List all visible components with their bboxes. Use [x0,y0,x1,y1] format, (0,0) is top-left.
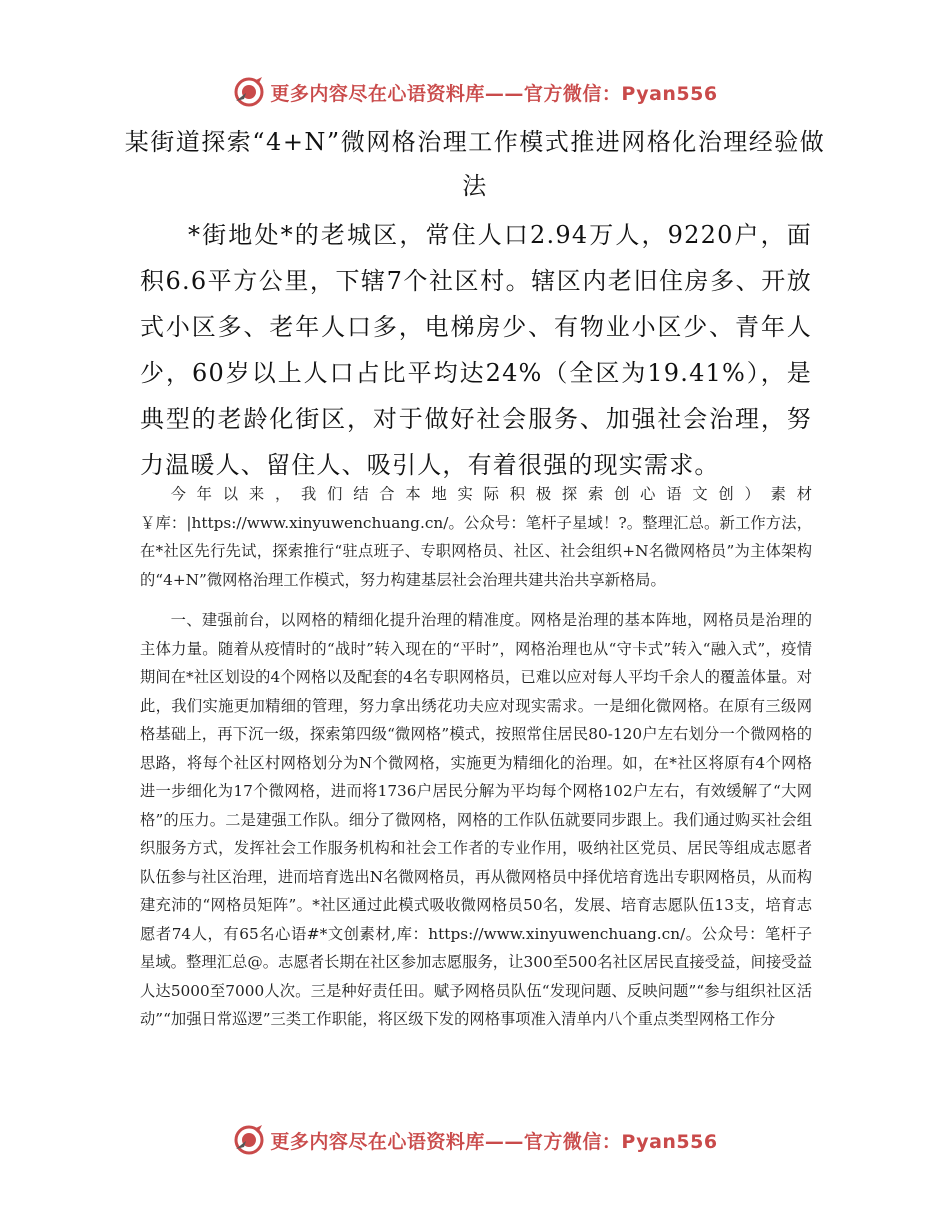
document-title: 某街道探索“4+N”微网格治理工作模式推进网格化治理经验做法 [124,128,826,200]
watermark-text: 更多内容尽在心语资料库——官方微信：Pyan556 [270,82,718,105]
header-watermark [0,72,950,112]
footer-watermark [0,1120,950,1160]
watermark-logo-icon [232,1123,266,1157]
watermark-text: 更多内容尽在心语资料库——官方微信：Pyan556 [270,1130,718,1153]
body-paragraph-2: 一、建强前台，以网格的精细化提升治理的精准度。网格是治理的基本阵地，网格员是治理的主体力量。随着从疫情时的“战时”转入现在的“平时”，网格治理也从“守卡式”转入“融入式”，疫情期间在*社区划设的4个网格以及配套的4名专职网格员，已难以应对每人平均千余人的覆盖体量。对此，我们实施更加精细的管理，努力拿出绣花功夫应对现实需求。一是细化微网格。在原有三级网格基础上，再下沉一级，探索第四级“微网格”模式，按照常住居民80-120户左右划分一个微网格的思路，将每个社区村网格划分为N个微网格，实施更为精细化的治理。如，在*社区将原有4个网格进一步细化为17个微网格，进而将1736户居民分解为平均每个网格102户左右，有效缓解了“大网格”的压力。二是建强工作队。细分了微网格，网格的工作队伍就要同步跟上。我们通过购买社会组织服务方式，发挥社会工作服务机构和社会工作者的专业作用，吸纳社区党员、居民等组成志愿者队伍参与社区治理，进而培育选出N名微网格员，再从微网格员中择优培育选出专职网格员，从而构建充沛的“网格员矩阵”。*社区通过此模式吸收微网格员50名，发展、培育志愿队伍13支，培育志愿者74人，有65名心语#*文创素材,库：https://www.xinyuwenchuang.cn/。公众号：笔杆子星域。整理汇总@。志愿者长期在社区参加志愿服务，让300至500名社区居民直接受益，间接受益人达5000至7000人次。三是种好责任田。赋予网格员队伍“发现问题、反映问题”“参与组织社区活动”“加强日常巡逻”三类工作职能，将区级下发的网格事项准入清单内八个重点类型网格工作分 [140,611,812,1028]
lead-paragraph: *街地处*的老城区，常住人口2.94万人，9220户，面积6.6平方公里，下辖7个社区村。辖区内老旧住房多、开放式小区多、老年人口多，电梯房少、有物业小区少、青年人少，60岁以上人口占比平均达24%（全区为19.41%），是典型的老龄化街区，对于做好社会服务、加强社会治理，努力温暖人、留住人、吸引人，有着很强的现实需求。 [140,221,812,479]
watermark-logo-icon [232,75,266,109]
body-paragraph-1: 今年以来，我们结合本地实际积极探索创心语文创）素材￥库：|https://www.xinyuwenchuang.cn/。公众号：笔杆子星域！?。整理汇总。新工作方法，在*社区先行先试，探索推行“驻点班子、专职网格员、社区、社会组织+N名微网格员”为主体架构的“4+N”微网格治理工作模式，努力构建基层社会治理共建共治共享新格局。 [140,485,812,589]
